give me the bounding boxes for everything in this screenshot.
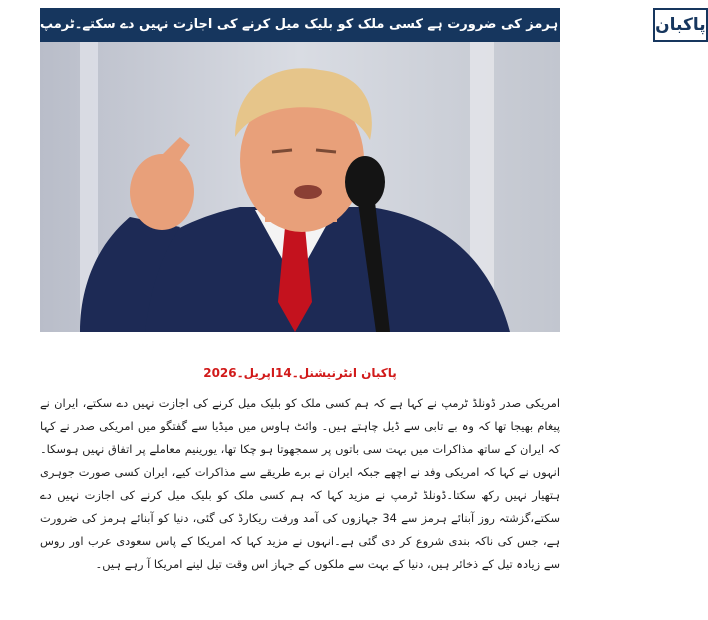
microphone-head <box>345 156 385 208</box>
mouth <box>294 185 322 199</box>
article-body <box>40 392 560 576</box>
headline: دنیا کو آبنائے ہرمز کی ضرورت ہے کسی ملک کو بلیک میل کرنے کی اجازت نہیں دے سکتے۔ٹرمپ <box>40 17 642 32</box>
article-photo <box>40 42 560 332</box>
brand-logo[interactable]: پاکبان <box>653 8 708 42</box>
trump-pointing-illustration <box>40 42 560 332</box>
article-paragraph: امریکی صدر ڈونلڈ ٹرمپ نے کہا ہے کہ ہم کسی ملک کو بلیک میل کرنے کی اجازت نہیں دے سکتے، ایران نے پیغام بھیجا تھا کہ وہ بے تابی سے ڈیل چاہتے ہیں۔ وائٹ ہاوس میں میڈیا سے گفتگو میں امریکی صدر نے کہا کہ ایران کے ساتھ مذاکرات میں بہت سی باتوں پر سمجھوتا ہو چکا تھا، یورینیم معاملے پر اتفاق نہیں ہوسکا۔انہوں نے کہا کہ امریکی وفد نے اچھے جبکہ ایران نے برے طریقے سے مذاکرات کیے، ایران کسی صورت جوہری ہتھیار نہیں رکھ سکتا۔ڈونلڈ ٹرمپ نے مزید کہا کہ ہم کسی ملک کو بلیک میل کرنے کی اجازت نہیں دے سکتے،گزشتہ روز آبنائے ہرمز سے 34 جہازوں کی آمد ورفت ریکارڈ کی گئی، دنیا کو آبنائے ہرمز کی ضرورت ہے، جس کی ناکہ بندی شروع کر دی گئی ہے۔انہوں نے مزید کہا کہ امریکا کے پاس سعودی عرب اور روس سے زیادہ تیل کے ذخائر ہیں، دنیا کے بہت سے ملکوں کے جہاز اس وقت تیل لینے امریکا آ رہے ہیں۔ <box>40 396 561 571</box>
article-header <box>40 8 706 42</box>
article-dateline: پاکبان انٹرنیشنل۔14اپریل۔2026 <box>203 366 397 380</box>
